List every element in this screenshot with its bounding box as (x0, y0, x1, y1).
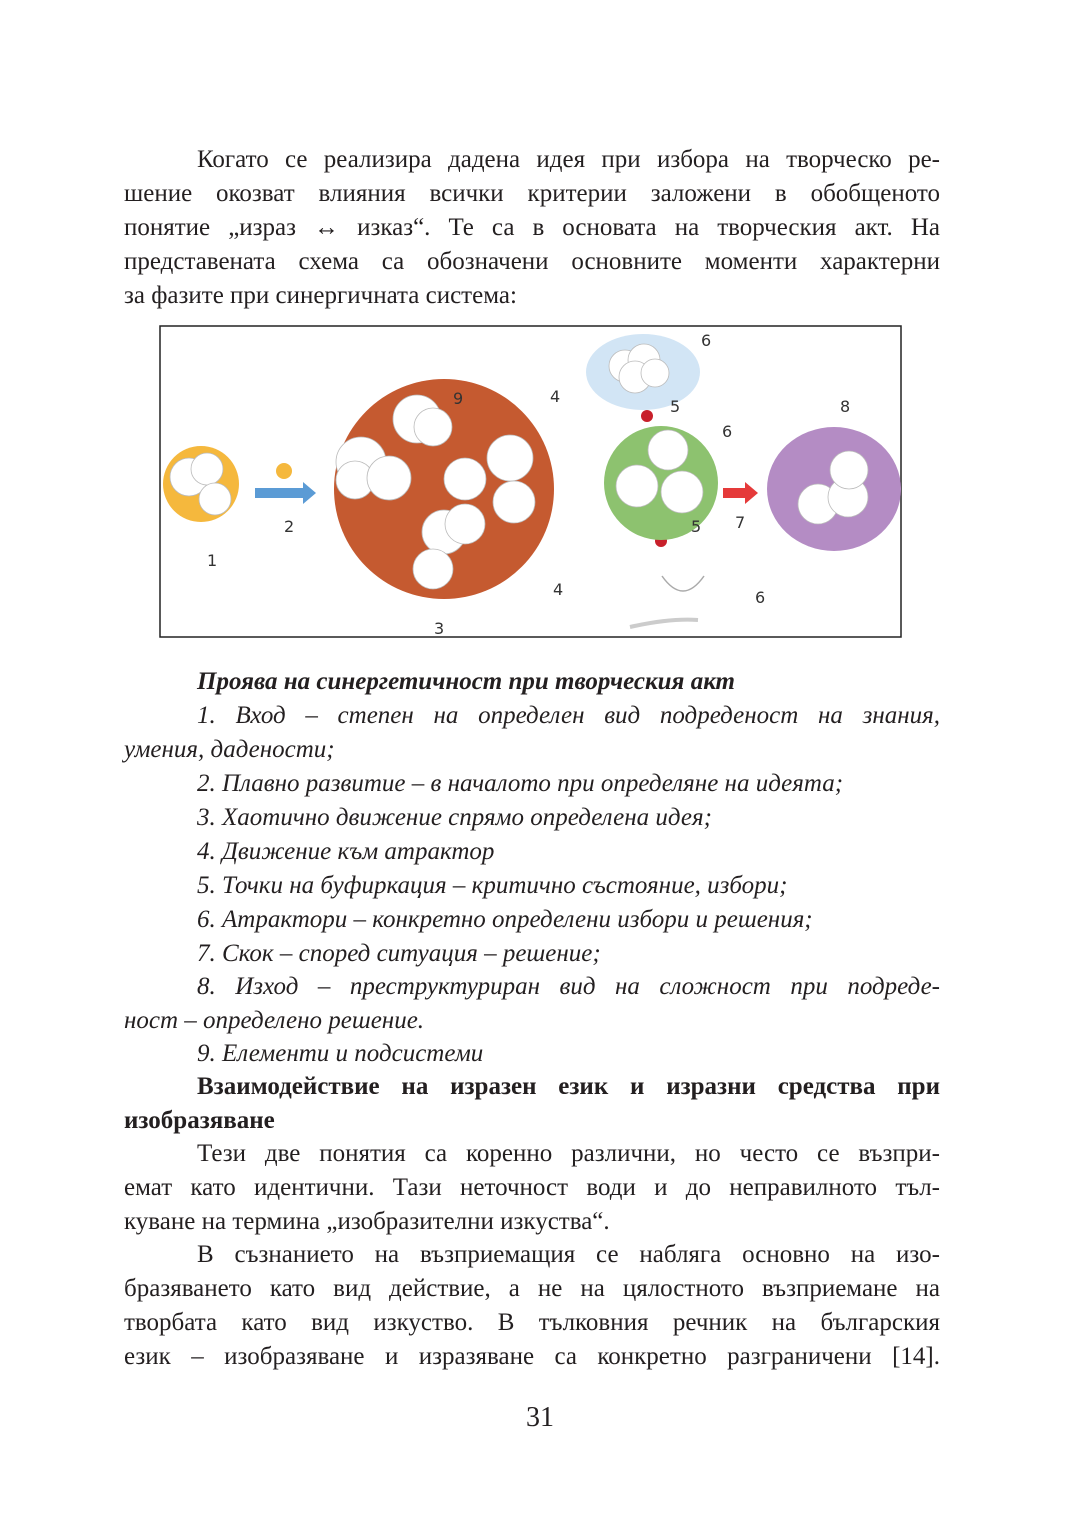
synergy-diagram (150, 322, 905, 642)
chaos-circle (334, 379, 554, 599)
heading-line: изобразяване (124, 1107, 275, 1134)
heading-line: Взаимодействие на изразен език и изразни средства при (197, 1073, 940, 1100)
label-7: 7 (735, 513, 746, 532)
label-8: 8 (840, 397, 851, 416)
label-4-bottom: 4 (553, 580, 564, 599)
intro-line: за фазите при синергичната система: (124, 282, 517, 309)
body-line: творбата като вид изкуство. В тълковния речник на българския (124, 1309, 940, 1336)
list-item: 6. Атрактори – конкретно определени избори и решения; (197, 906, 813, 933)
intro-line: представената схема са обозначени основните моменти характерни (124, 248, 940, 275)
list-item: ност – определено решение. (124, 1007, 425, 1034)
label-2: 2 (284, 517, 295, 536)
output-circle (767, 427, 901, 551)
body-line: емат като идентични. Тази неточност води и до неправилното тъл- (124, 1174, 940, 1201)
label-1: 1 (207, 551, 218, 570)
body-line: В съзнанието на възприемащия се набляга основно на изо- (197, 1241, 940, 1268)
bifurcation-dot-top (641, 410, 653, 422)
list-item: 5. Точки на буфиркация – критично състояние, избори; (197, 872, 788, 899)
body-line: език – изобразяване и изразяване са конкретно разграничени [14]. (124, 1343, 940, 1370)
list-item: умения, дадености; (124, 736, 335, 763)
intro-line: понятие „израз ↔ изказ“. Те са в основата на творческия акт. На (124, 214, 940, 241)
small-yellow-dot (276, 463, 292, 479)
list-item: 8. Изход – преструктуриран вид на сложност при подреде- (197, 973, 940, 1000)
body-line: бразяването като вид действие, а не на цялостното възприемане на (124, 1275, 940, 1302)
page-number: 31 (526, 1402, 554, 1433)
body-line: Тези две понятия са коренно различни, но често се възпри- (197, 1140, 940, 1167)
intro-line: Когато се реализира дадена идея при избора на творческо ре- (197, 146, 940, 173)
list-item: 2. Плавно развитие – в началото при определяне на идеята; (197, 770, 844, 797)
label-3: 3 (434, 619, 445, 638)
label-5-bottom: 5 (691, 517, 702, 536)
label-5-top: 5 (670, 397, 681, 416)
list-item: 3. Хаотично движение спрямо определена идея; (197, 804, 712, 831)
label-9: 9 (453, 389, 464, 408)
list-item: 7. Скок – според ситуация – решение; (197, 940, 601, 967)
list-item: 4. Движение към атрактор (197, 838, 495, 865)
body-line: куване на термина „изобразителни изкуства“. (124, 1208, 610, 1235)
figure-caption: Проява на синергетичност при творческия акт (197, 668, 735, 695)
label-6-top: 6 (701, 331, 712, 350)
label-6-middle: 6 (722, 422, 733, 441)
upper-attractor (586, 334, 700, 410)
intro-line: шение окозват влияния всички критерии заложени в обобщеното (124, 180, 940, 207)
list-item: 9. Елементи и подсистеми (197, 1040, 484, 1067)
input-circle (163, 446, 239, 522)
label-4-top: 4 (550, 387, 561, 406)
label-6-bottom: 6 (755, 588, 766, 607)
list-item: 1. Вход – степен на определен вид подреденост на знания, (197, 702, 940, 729)
